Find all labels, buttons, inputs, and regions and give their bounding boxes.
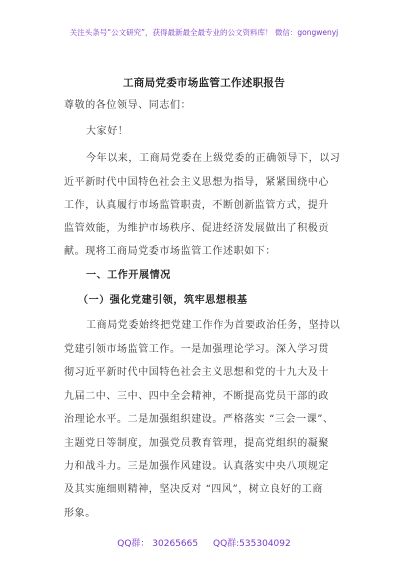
body-line: 治理论水平。二是加强组织建设。严格落实 “三会一课”、 [64, 414, 334, 425]
body-line: 党建引领市场监管工作。一是加强理论学习。深入学习贯 [64, 344, 329, 355]
salutation: 尊敬的各位领导、同志们： [64, 100, 192, 111]
body-line: 工商局党委始终把党建工作作为首要政治任务，坚持以 [86, 320, 341, 331]
body-line: 今年以来，工商局党委在上级党委的正确领导下，以习 [86, 153, 341, 164]
greeting: 大家好！ [86, 126, 129, 137]
body-line: 献。现将工商局党委市场监管工作述职如下： [64, 246, 276, 257]
body-line: 形象。 [64, 508, 96, 519]
document-title: 工商局党委市场监管工作述职报告 [123, 77, 285, 89]
footer-qq-group-2: QQ群:535304092 [212, 539, 291, 549]
body-line: 监管效能，为维护市场秩序、促进经济发展做出了积极贡 [64, 223, 329, 234]
footer-qq-group: QQ群： 30265665 [117, 539, 199, 549]
body-line: 及其实施细则精神，坚决反对 “四风”，树立良好的工商 [64, 484, 324, 495]
subsection-heading: （一）强化党建引领，筑牢思想根基 [78, 295, 248, 306]
body-line: 主题党日等制度，加强党员教育管理，提高党组织的凝聚 [64, 438, 329, 449]
promo-banner: 关注头条号“公文研究”，获得最新最全最专业的公文资料库！ 微信：gongwenyj [69, 28, 339, 37]
footer-contacts [0, 536, 408, 549]
body-line: 彻习近平新时代中国特色社会主义思想和党的十九大及十 [64, 367, 329, 378]
body-line: 力和战斗力。三是加强作风建设。认真落实中央八项规定 [64, 461, 329, 472]
body-line: 九届二中、三中、四中全会精神，不断提高党员干部的政 [64, 391, 329, 402]
body-line: 工作，认真履行市场监管职责，不断创新监管方式，提升 [64, 200, 329, 211]
section-heading: 一、工作开展情况 [86, 270, 171, 281]
body-line: 近平新时代中国特色社会主义思想为指导，紧紧围绕中心 [64, 177, 329, 188]
